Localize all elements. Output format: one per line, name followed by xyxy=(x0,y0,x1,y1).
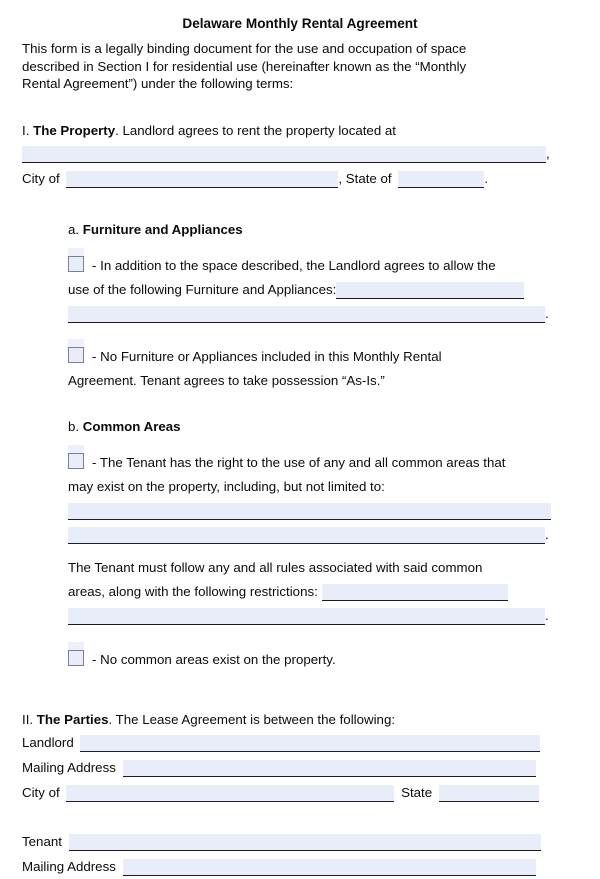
common-areas-field-2[interactable] xyxy=(68,527,545,544)
section1-end-punct: . xyxy=(484,170,489,186)
rules-line2: areas, along with the following restrictions: xyxy=(68,583,318,599)
furniture-list-field-2[interactable] xyxy=(68,306,545,323)
furniture-opt2-line2: Agreement. Tenant agrees to take possession “As-Is.” xyxy=(68,372,385,388)
landlord-row xyxy=(22,730,555,755)
furniture-opt1-line1: - In addition to the space described, the Landlord agrees to allow the xyxy=(92,257,496,273)
landlord-mailing-address-field[interactable] xyxy=(123,760,536,777)
furniture-option2 xyxy=(68,345,555,393)
furniture-opt2-line1: - No Furniture or Appliances included in this Monthly Rental xyxy=(92,348,442,364)
furniture-letter: a. xyxy=(68,221,80,237)
property-city-field[interactable] xyxy=(66,171,338,188)
section1-title: The Property xyxy=(33,122,116,138)
landlord-mailing-row xyxy=(22,755,555,780)
landlord-mailing-label: Mailing Address xyxy=(22,759,116,775)
landlord-city-label: City of xyxy=(22,784,60,800)
common-opt1-line1: - The Tenant has the right to the use of any and all common areas that xyxy=(92,454,506,470)
intro-line-1: This form is a legally binding document for the use and occupation of space xyxy=(22,41,467,56)
furniture-included-checkbox[interactable] xyxy=(68,256,84,272)
section1-number: I. xyxy=(22,122,30,138)
furniture-list-field-1[interactable] xyxy=(336,282,524,299)
furniture-heading-text: Furniture and Appliances xyxy=(82,221,243,237)
common-areas-rules xyxy=(68,556,555,628)
common-opt2-text: - No common areas exist on the property. xyxy=(92,651,336,667)
common-opt1-line2: may exist on the property, including, but not limited to: xyxy=(68,478,385,494)
common-opt1-end: . xyxy=(545,526,549,542)
property-address-field[interactable] xyxy=(22,146,546,163)
section1-heading xyxy=(22,122,555,139)
rules-line1: The Tenant must follow any and all rules associated with said common xyxy=(68,559,483,575)
section2-number: II. xyxy=(22,711,34,727)
common-areas-option2 xyxy=(68,648,555,672)
tenant-mailing-address-field[interactable] xyxy=(123,859,536,876)
landlord-city-field[interactable] xyxy=(66,785,394,802)
restrictions-field-1[interactable] xyxy=(322,584,508,601)
section2-heading xyxy=(22,711,555,728)
no-common-areas-checkbox[interactable] xyxy=(68,650,84,666)
tenant-label: Tenant xyxy=(22,833,62,849)
intro-paragraph xyxy=(22,40,555,93)
city-of-label: City of xyxy=(22,170,60,186)
state-of-label: , State of xyxy=(338,170,392,186)
tenant-mailing-row xyxy=(22,854,555,879)
common-areas-field-1[interactable] xyxy=(68,503,551,520)
intro-line-3: Rental Agreement”) under the following terms: xyxy=(22,76,294,91)
common-areas-heading-text: Common Areas xyxy=(82,418,181,434)
landlord-state-field[interactable] xyxy=(439,785,539,802)
landlord-state-label: State xyxy=(401,784,433,800)
section2-title: The Parties xyxy=(36,711,109,727)
property-state-field[interactable] xyxy=(398,171,484,188)
landlord-city-state-row xyxy=(22,780,555,805)
rules-end: . xyxy=(545,607,549,623)
property-city-state-row xyxy=(22,166,555,191)
tenant-row xyxy=(22,829,555,854)
section1-text: . Landlord agrees to rent the property located at xyxy=(115,122,396,138)
restrictions-field-2[interactable] xyxy=(68,608,545,625)
document-title: Delaware Monthly Rental Agreement xyxy=(182,16,418,31)
property-address-row xyxy=(22,141,555,166)
furniture-opt1-line2: use of the following Furniture and Appliances: xyxy=(68,281,337,297)
section2-text: . The Lease Agreement is between the following: xyxy=(108,711,396,727)
landlord-label: Landlord xyxy=(22,734,74,750)
common-areas-letter: b. xyxy=(68,418,80,434)
common-areas-heading xyxy=(68,419,555,434)
common-areas-checkbox[interactable] xyxy=(68,453,84,469)
furniture-option1 xyxy=(68,254,555,326)
furniture-opt1-end: . xyxy=(545,305,549,321)
tenant-name-field[interactable] xyxy=(69,834,541,851)
address-comma: , xyxy=(546,145,550,161)
landlord-name-field[interactable] xyxy=(80,735,540,752)
no-furniture-checkbox[interactable] xyxy=(68,347,84,363)
common-areas-option1 xyxy=(68,451,555,547)
tenant-mailing-label: Mailing Address xyxy=(22,858,116,874)
furniture-heading xyxy=(68,222,555,237)
intro-line-2: described in Section I for residential use (hereinafter known as the “Monthly xyxy=(22,58,467,74)
